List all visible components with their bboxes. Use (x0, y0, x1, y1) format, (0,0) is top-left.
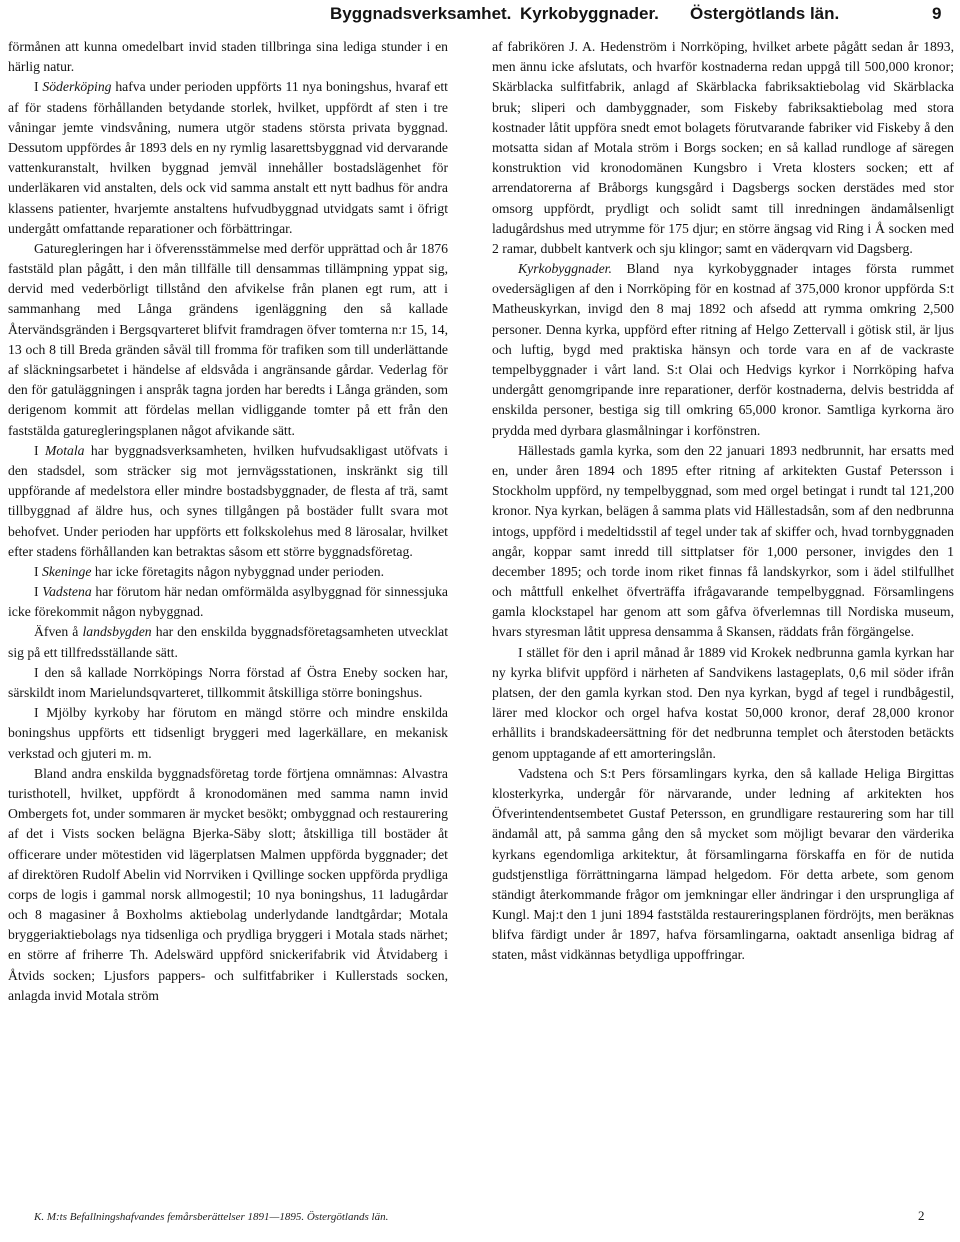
header-section-1: Byggnadsverksamhet. (330, 4, 512, 23)
paragraph-text: I Mjölby kyrkoby har förutom en mängd större och mindre enskilda boningshus uppförts ett tidsenligt bryggeri med lagerkällare, en mekanisk verkstad och gjuteri m. m. (8, 705, 448, 761)
paragraph-text: Bland nya kyrkobyggnader intages första rummet ovedersägligen af den i Norrköping för en kostnad af 375,000 kronor uppförda S:t Matheuskyrkan, invigd den 8 maj 1892 och afsedd att rymma omkring 2,500 personer. Denna kyrka, uppförd efter ritning af Helgo Zettervall i götisk stil, är ljus och luftig, bygd med praktiska hänsyn och torde vara en af de vackraste tempelbyggnader i vårt land. S:t Olai och Hedvigs kyrkor i Norrköping hafva undergått genomgripande inre reparationer, derför kostnaderna, delvis bestridda af enskilda personer, bestiga sig till omkring 65,000 kronor. Samtliga kyrkorna äro prydda med dyrbara glasmålningar i korfönstren. (492, 261, 954, 438)
paragraph-text: Vadstena och S:t Pers församlingars kyrka, den så kallade Heliga Birgittas klosterkyrka, undergår för närvarande, under ledning af arkitekten hos Öfverintendentsembetet Gustaf Petersson, en grundligare restaurering som har till ändamål att, på samma gång den så mycket som möjligt bevarar den värderika kyrkans egendomliga arkitektur, åt församlingarna förskaffa en för de nutida gudstjenstliga förrättningarna lämpad helgedom. För detta arbete, som genom ständigt återkommande frågor om jemkningar eller ändringar i den ursprungliga af Kungl. Maj:t den 1 juni 1894 faststälda restaureringsplanen fördröjts, men beräknas blifva färdigt under år 1897, hafva församlingarna, oaktadt ansenliga bidrag af staten, måst vidkännas betydliga uppoffringar. (492, 765, 954, 963)
paragraph (8, 582, 448, 622)
paragraph-text: Hällestads gamla kyrka, som den 22 januari 1893 nedbrunnit, har ersatts med en, under åren 1894 och 1895 efter ritning af arkitekten Gustaf Petersson i Stockholm uppförd, ny tempelbyggnad, som med orgel betingat i rundt tal 121,200 kronor. Nya kyrkan, belägen å samma plats vid Hällestadsån, som af den nedbrunna intogs, uppförd i medeltidsstil af tegel under tak af skiffer och, hvad tornbyggnaden angår, koppar samt inredd till sittplatser för 1,000 personer, invigdes den 1 december 1895; och torde inom riket finnas få landskyrkor, som i ädel stilfullhet och måttfull enkelhet öfverträffa ifrågavarande tempelbyggnad. Församlingens gamla klockstapel har genom att som gåfva öfverlemnas till Nordiska museum, hvars styresman låtit uppresa densamma å Skansen, räddats från förgängelse. (492, 442, 954, 640)
header-region: Östergötlands län. (690, 4, 840, 23)
paragraph-lead: I (34, 563, 42, 579)
footer-source: K. M:ts Befallningshafvandes femårsberättelser 1891—1895. Östergötlands län. (34, 1211, 389, 1223)
italic-term: Söderköping (42, 79, 112, 95)
paragraph-text: förmånen att kunna omedelbart invid staden tillbringa sina lediga stunder i en härlig natur. (8, 39, 448, 75)
italic-term: Skeninge (41, 563, 92, 579)
paragraph (8, 37, 448, 77)
paragraph-text: har förutom här nedan omförmälda asylbyggnad för sinnessjuka icke förekommit någon nybyggnad. (8, 584, 449, 620)
paragraph (8, 77, 448, 239)
paragraph-lead: I (34, 442, 45, 458)
paragraph (492, 441, 954, 643)
right-column (492, 37, 954, 966)
paragraph (492, 259, 954, 441)
paragraph-text: har den enskilda byggnadsföretagsamheten utvecklat sig på ett tillfredsställande sätt. (8, 624, 448, 660)
paragraph (8, 239, 448, 441)
left-column (8, 37, 448, 1006)
signature-mark: 2 (918, 1208, 925, 1223)
paragraph (8, 622, 448, 662)
paragraph (492, 764, 954, 966)
paragraph-text: hafva under perioden uppförts 11 nya boningshus, hvaraf ett af för stadens förhållanden betydande storlek, hvilket, uppfördt af sten i tre våningar jemte vindsvåning, numera utgör stadens största privata byggnad. Dessutom uppfördes år 1893 dels en ny rymlig lasarettsbyggnad vid dervarande vattenkuranstalt, hvilken byggnad jemväl innehåller bostadslägenhet för underläkaren vid anstalten, dels ock vid samma anstalt ett nytt badhus för andra klassens patienter, hvarjemte anstaltens hufvudbyggnad utvidgats samt i öfrigt undergått omfattande reparationer och förbättringar. (8, 79, 448, 236)
italic-term: Vadstena (42, 584, 92, 600)
paragraph-text: af fabrikören J. A. Hedenström i Norrköping, hvilket arbete pågått sedan år 1893, men ännu icke afslutats, och hvarför kostnaderna redan uppgå till 500,000 kronor; Skärblacka sulfitfabrik, anlagd af Skärblacka fabriksaktiebolag vid Skärblacka bruk; sliperi och dambyggnader, som Fiskeby fabriksaktiebolag med stora kostnader låtit uppföra snedt emot bolagets förutvarande fabriker vid Fiskeby å den motsatta sidan af Motala ström i Borgs socken; en så kallad rundloge af säregen konstruktion vid kronodomänen Kungsbro i Vreta klosters socken; ett af arrendatorerna af Bråborgs kungsgård i Dagsbergs socken derstädes med stor omsorg uppfördt, prydligt och solidt samt till inredningen ändamålsenligt ladugårdshus med utrymme för 175 djur; en större ängsag vid Ring i Å socken med 2 ramar, dubbelt kantverk och sju klingor; samt en väderqvarn vid Dagsberg. (492, 39, 954, 256)
running-header (0, 4, 960, 28)
paragraph (8, 663, 448, 703)
paragraph-text: har icke företagits någon nybyggnad under perioden. (91, 563, 385, 579)
paragraph-text: I stället för den i april månad år 1889 vid Krokek nedbrunna gamla kyrkan har ny kyrka blifvit uppförd i närheten af Sandvikens lastageplats, 0,6 mil söder ifrån platsen, der den gamla kyrkan stod. Den nya kyrkan, bygd af tegel i rundbågestil, lärer med klockor och orgel hafva kostat 50,000 kronor, deraf 28,000 kronor erhållits i brandskadeersättning för det nedbrunna templet och återstoden betäckts genom upptagande af ett amorteringslån. (492, 644, 954, 761)
paragraph-text: I den så kallade Norrköpings Norra förstad af Östra Eneby socken har, särskildt inom Marielundsqvarteret, tillkommit åtskilliga större boningshus. (8, 664, 448, 700)
page-number: 9 (932, 4, 942, 23)
paragraph (8, 764, 448, 1006)
paragraph-lead: I (34, 79, 43, 95)
paragraph (492, 37, 954, 259)
page-footer (0, 1211, 960, 1229)
paragraph (8, 562, 448, 582)
paragraph-lead: Äfven å (34, 624, 83, 640)
paragraph-lead: I (34, 584, 43, 600)
paragraph (8, 441, 448, 562)
paragraph (492, 643, 954, 764)
paragraph-text: har byggnadsverksamheten, hvilken hufvudsakligast utöfvats i den stadsdel, som sträcker sig mot jernvägsstationen, inskränkt sig till uppförande af medelstora eller mindre bostadsbyggnader, de flesta af trä, samt tillbyggnad af äldre hus, och synes tillgången på bostäder fullt svara mot behofvet. Under perioden har uppförts ett folkskolehus med 8 lärosalar, hvilket efter stadens förhållanden kan betraktas såsom ett större byggnadsföretag. (8, 442, 448, 559)
italic-term: Motala (44, 442, 85, 458)
paragraph-text: Bland andra enskilda byggnadsföretag torde förtjena omnämnas: Alvastra turisthotell, hvilket, uppfördt å kronodomänen med samma namn invid Ombergets fot, under sommaren är mycket besökt; ombyggnad och restaurering af det i Vists socken belägna Bjerka-Säby slott; åtskilliga till bostäder åt officerare under mötestiden vid lägerplatsen Malmen uppförda byggnader; det af direktören Rudolf Abelin vid Norrviken i Qvillinge socken uppförda prydliga corps de logis i gammal norsk allmogestil; 10 nya boningshus, 11 ladugårdar och 8 magasiner å Boxholms aktiebolag underlydande landtgårdar; Motala bryggeriaktiebolags nya tidsenliga och prydliga bryggeri i Motala stads närhet; en större af friherre Th. Adelswärd uppförd snickerifabrik vid Åtvidaberg i Åtvids socken; Ljusfors pappers- och sulfitfabriker i Kullerstads socken, anlagda invid Motala ström (8, 765, 448, 1003)
paragraph-text: Gaturegleringen har i öfverensstämmelse med derför upprättad och år 1876 faststäld plan pågått, i den mån tillfälle till densammas tillämpning yppat sig, dervid med vederbörligt tillstånd den afvikelse från planen egt rum, att i sammanhang med Långa grändens igenläggning den så kallade Återvändsgränden i Bergsqvarteret blifvit framdragen öfver tomterna n:r 15, 14, 13 och 8 till Breda gränden såväl till fromma för trafiken som till underlättande af släckningsarbetet i händelse af eldsvåda i angränsande gårdar. Vederlag för den för gatuläggningen i anspråk tagna jorden har beredts i Långa gränden, som derigenom kommit att fördelas mellan vidliggande tomter på ett från den faststälda gaturegleringsplanen något afvikande sätt. (8, 240, 448, 438)
italic-term: landsbygden (82, 624, 152, 640)
header-section-2: Kyrkobyggnader. (520, 4, 659, 23)
paragraph (8, 703, 448, 764)
italic-term: Kyrkobyggnader. (518, 261, 612, 277)
